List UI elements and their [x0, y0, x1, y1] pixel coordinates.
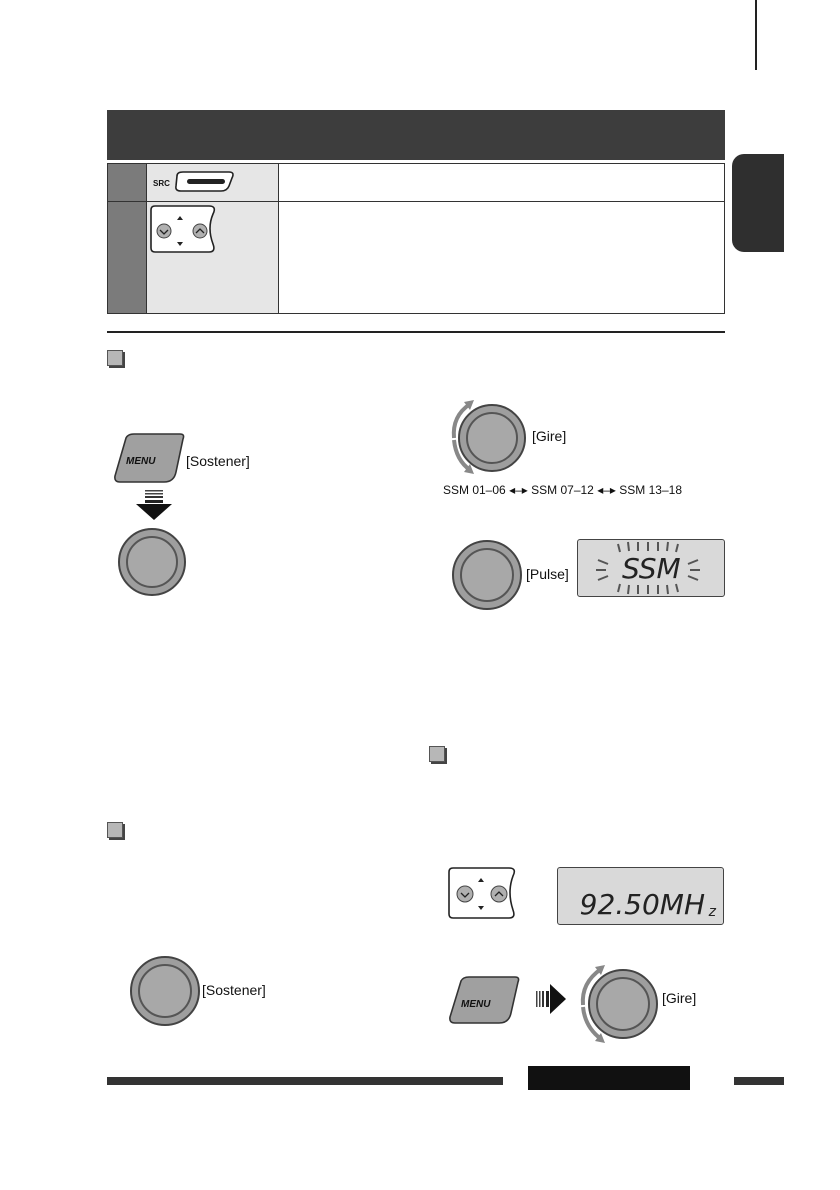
- menu-button-text: MENU: [126, 456, 156, 467]
- control-knob-icon: [452, 540, 522, 610]
- hold-label: [Sostener]: [186, 453, 250, 469]
- prev-next-buttons-icon: [147, 202, 279, 313]
- language-side-tab: [732, 154, 784, 252]
- src-button-icon: [147, 164, 279, 201]
- ssm-sequence: [443, 483, 682, 497]
- footer-page-block: [528, 1066, 690, 1090]
- frequency-value: 92.50MH: [579, 888, 705, 921]
- top-cut-line: [755, 0, 757, 70]
- right-arrow-icon: [536, 984, 568, 1014]
- row-description-cell: [279, 164, 724, 201]
- section-bullet-icon: [429, 746, 445, 762]
- controls-row-skip: [108, 202, 724, 313]
- hold-label: [Sostener]: [202, 982, 266, 998]
- footer-rule: [107, 1077, 503, 1085]
- frequency-unit: z: [708, 904, 716, 920]
- ssm-range-2: SSM 07–12: [531, 483, 594, 497]
- section-bullet-icon: [107, 822, 123, 838]
- control-knob-icon: [458, 404, 526, 472]
- ssm-range-3: SSM 13–18: [619, 483, 682, 497]
- turn-label: [Gire]: [532, 428, 567, 444]
- menu-button-icon: [447, 975, 521, 1027]
- press-label: [Pulse]: [526, 566, 569, 582]
- row-number-cell: [108, 202, 147, 313]
- ssm-display-text: SSM: [622, 552, 681, 585]
- section-header-bar: [107, 110, 725, 160]
- turn-label: [Gire]: [662, 990, 697, 1006]
- section-bullet-icon: [107, 350, 123, 366]
- control-knob-icon: [588, 969, 658, 1039]
- double-arrow-icon: ◂‒▸: [597, 483, 616, 497]
- menu-button-text: MENU: [461, 999, 491, 1010]
- ssm-range-1: SSM 01–06: [443, 483, 506, 497]
- frequency-display: [557, 867, 724, 925]
- control-knob-icon: [130, 956, 200, 1026]
- ssm-display: [577, 539, 725, 597]
- row-description-cell: [279, 202, 724, 313]
- controls-table: [107, 163, 725, 314]
- controls-row-src: [108, 164, 724, 202]
- control-knob-icon: [118, 528, 186, 596]
- prev-next-buttons-icon: [447, 866, 521, 922]
- down-arrow-icon: [134, 490, 174, 522]
- row-number-cell: [108, 164, 147, 201]
- menu-button-icon: [112, 432, 186, 486]
- section-divider: [107, 331, 725, 333]
- footer-rule-right: [734, 1077, 784, 1085]
- src-icon-text: SRC: [153, 179, 170, 188]
- double-arrow-icon: ◂‒▸: [509, 483, 528, 497]
